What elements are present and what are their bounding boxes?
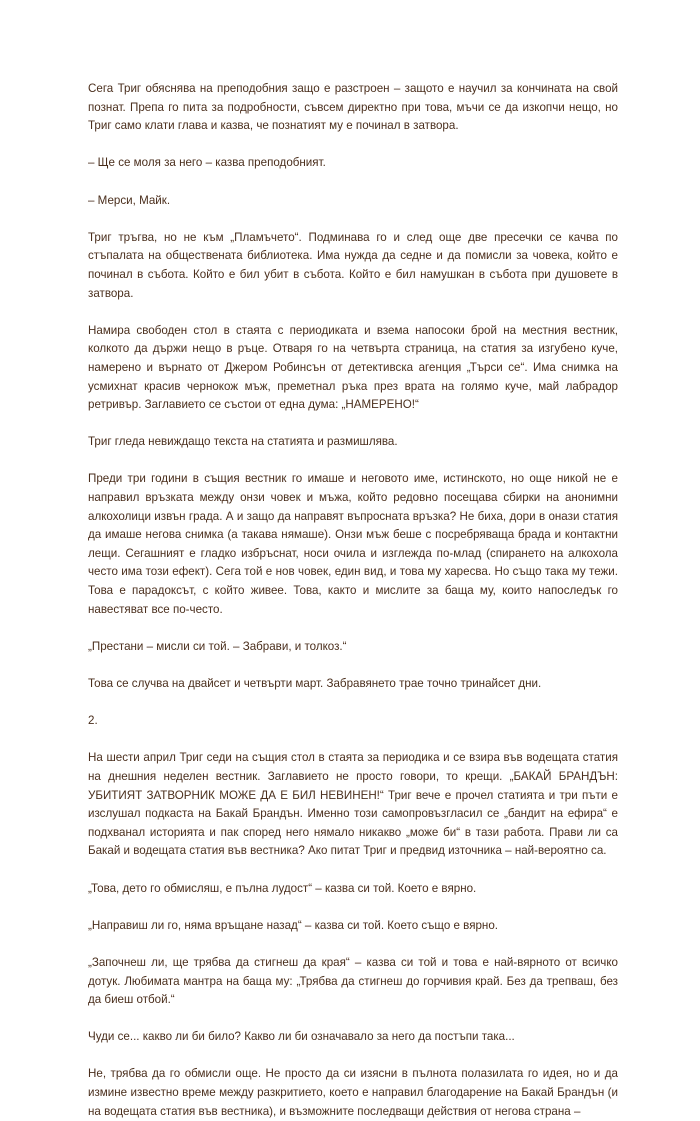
paragraph-6: Триг гледа невиждащо текста на статията и размишлява. <box>88 435 398 449</box>
paragraph-10: На шести април Триг седи на същия стол в стаята за периодика и се взира във водещата статия на днешния неделен вестник. Заглавието не просто говори, то крещи. „БАКАЙ БРАНДЪН: УБИТИЯТ ЗАТВОРНИК МОЖЕ ДА Е БИЛ НЕВИНЕН!“ Триг вече е прочел статията и три пъти е изслушал подкаста на Бакай Брандън. Именно този самопровъзгласил се „бандит на ефира“ е подхванал историята и пак според него нямало никакво „може би“ в тази работа. Прави ли са Бакай и водещата статия във вестника? Ако питат Триг и предвид източника – най-вероятно са. <box>88 751 618 858</box>
paragraph-14: Чуди се... какво ли би било? Какво ли би означавало за него да постъпи така... <box>88 1030 515 1044</box>
paragraph-1: Сега Триг обяснява на преподобния защо е разстроен – защото е научил за кончината на свой познат. Препа го пита за подробности, съвсем директно при това, мъчи се да изкопчи нещо, но Триг само клати глава и казва, че познатият му е починал в затвора. <box>88 82 618 133</box>
paragraph-11: „Това, дето го обмисляш, е пълна лудост“ – казва си той. Което е вярно. <box>88 881 477 895</box>
paragraph-13: „Започнеш ли, ще трябва да стигнеш да края“ – казва си той и това е най-вярното от всичко дотук. Любимата мантра на баща му: „Трябва да стигнеш до горчивия край. Без да трепваш, без да биеш отбой.“ <box>88 955 618 1007</box>
paragraph-12: „Направиш ли го, няма връщане назад“ – казва си той. Което също е вярно. <box>88 918 498 932</box>
paragraph-8: „Престани – мисли си той. – Забрави, и толкоз.“ <box>88 639 347 653</box>
paragraph-9: Това се случва на двайсет и четвърти март. Забравянето трае точно тринайсет дни. <box>88 677 542 690</box>
paragraph-3: – Мерси, Майк. <box>88 193 171 207</box>
paragraph-2: – Ще се моля за него – казва преподобният. <box>88 156 326 170</box>
paragraph-5: Намира свободен стол в стаята с периодиката и взема напосоки брой на местния вестник, колкото да държи нещо в ръце. Отваря го на четвърта страница, на статия за изгубено куче, намерено и върнато от Джером Робинсън от детективска агенция „Търси се“. Има снимка на усмихнат красив чернокож мъж, преметнал ръка през врата на голямо куче, май лабрадор ретривър. Заглавието се състои от една дума: „НАМЕРЕНО!“ <box>88 323 618 412</box>
paragraph-4: Триг тръгва, но не към „Пламъчето“. Подминава го и след още две пресечки се качва по стъпалата на обществената библиотека. Има нужда да седне и да помисли за човека, който е починал в събота. Който е бил убит в събота. Който е бил намушкан в събота при душовете в затвора. <box>88 230 618 300</box>
section-number: 2. <box>88 714 98 728</box>
document-page <box>88 80 618 1121</box>
paragraph-7: Преди три години в същия вестник го имаше и неговото име, истинското, но още никой не е направил връзката между онзи човек и мъжа, който редовно посещава сбирки на анонимни алкохолици извън града. А и защо да направят въпросната връзка? Не биха, дори в онази статия да имаше негова снимка (а такава нямаше). Онзи мъж беше с посребряваща брада и контактни лещи. Сегашният е гладко избръснат, носи очила и изглежда по-млад (спирането на алкохола често има този ефект). Сега той е нов човек, един вид, и това му харесва. Но също така му тежи. Това е парадоксът, с който живее. Това, както и мислите за баща му, които напоследък го навестяват все по-често. <box>88 472 618 616</box>
paragraph-15: Не, трябва да го обмисли още. Не просто да си изясни в пълнота полазилата го идея, но и да измине известно време между разкритието, което е направил благодарение на Бакай Брандън (и на водещата статия във вестника), и възможните последващи действия от негова страна – <box>88 1067 618 1118</box>
